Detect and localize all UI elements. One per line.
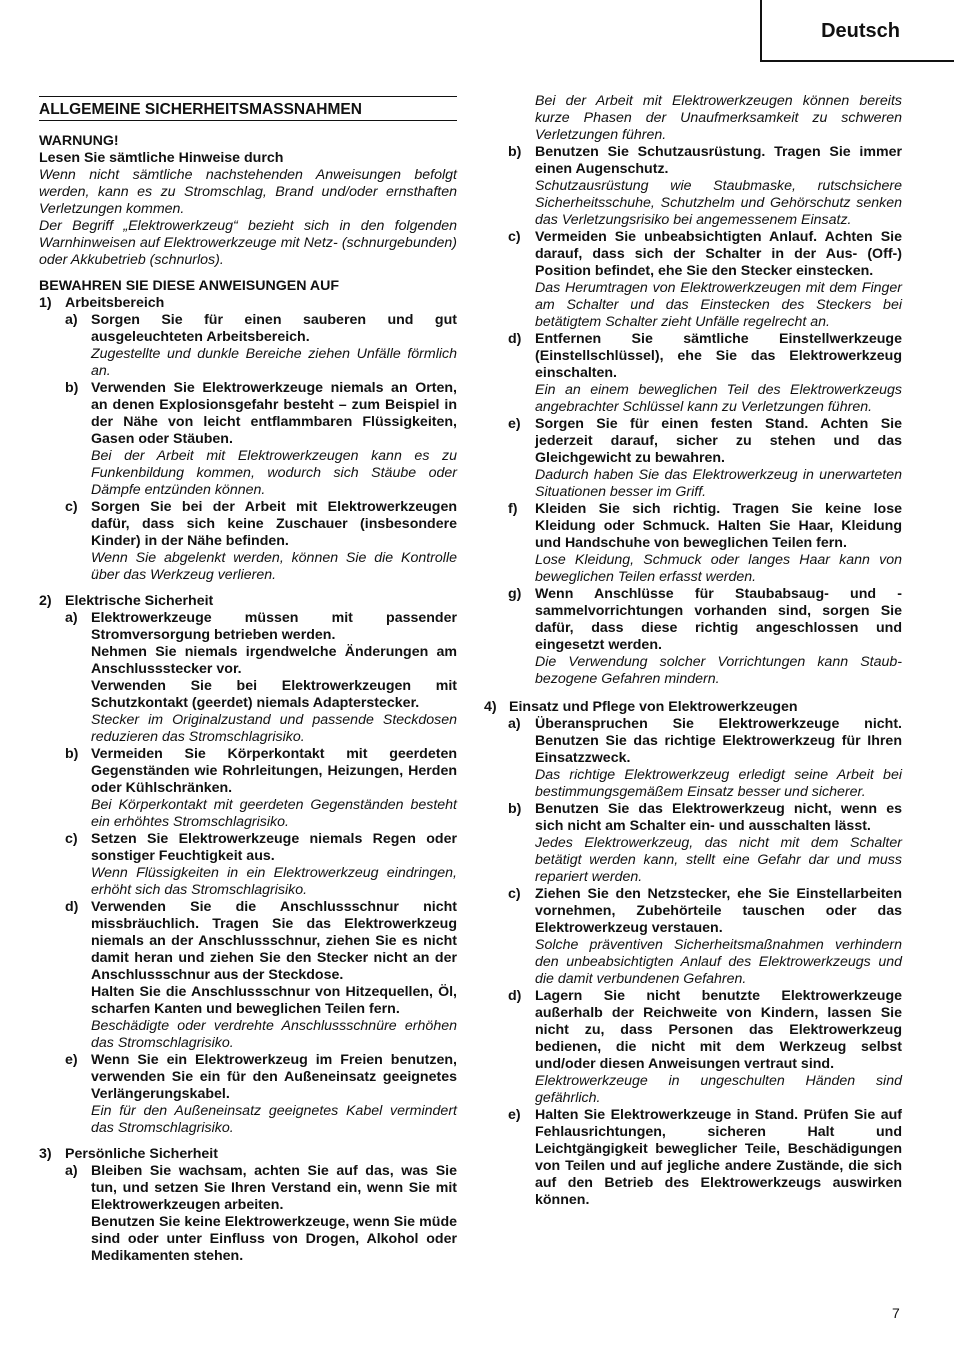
section-heading: 1) Arbeitsbereich [39, 295, 165, 311]
warning-heading: Lesen Sie sämtliche Hinweise durch [39, 150, 284, 166]
list-item: g) Wenn Anschlüsse für Staubabsaug- und -sammelvorrichtungen vorhanden sind, sorgen Sie dafür, dass diese richtig angeschlossen und eingesetzt werden. Die Verwendung solcher Vorrichtungen kann Staub-bezogene Gefahren mindern. [508, 586, 902, 687]
document-title: ALLGEMEINE SICHERHEITSMASSNAHMEN [39, 96, 457, 121]
list-item: f) Kleiden Sie sich richtig. Tragen Sie keine lose Kleidung oder Schmuck. Halten Sie Haar, Kleidung und Handschuhe von beweglichen Teilen fern. Lose Kleidung, Schmuck oder langes Haar kann von beweglichen Teilen erfasst werden. [508, 501, 902, 585]
language-tab [760, 0, 954, 62]
warning-label: WARNUNG! [39, 133, 119, 149]
warning-text: Wenn nicht sämtliche nachstehenden Anweisungen befolgt werden, kann es zu Stromschlag, Brand und/oder ernsthaften Verletzungen kommen. [39, 167, 457, 217]
list-item: a) Überanspruchen Sie Elektrowerkzeuge nicht. Benutzen Sie das richtige Elektrowerkzeug für Ihren Einsatzzweck. Das richtige Elektrowerkzeug erledigt seine Arbeit bei bestimmungsgemäßem Einsatz besser und sicherer. [508, 716, 902, 800]
list-item: c) Ziehen Sie den Netzstecker, ehe Sie Einstellarbeiten vornehmen, Zubehörteile tauschen oder das Elektrowerkzeug verstauen. Solche präventiven Sicherheitsmaßnahmen verhindern den unbeabsichtigten Anlauf des Elektrowerkzeugs und die damit verbundenen Gefahren. [508, 886, 902, 987]
page-number: 7 [892, 1305, 900, 1321]
list-item: b) Benutzen Sie das Elektrowerkzeug nicht, wenn es sich nicht am Schalter ein- und ausschalten lässt. Jedes Elektrowerkzeug, das nicht mit dem Schalter betätigt werden kann, stellt eine Gefahr dar und muss repariert werden. [508, 801, 902, 885]
warning-text: Der Begriff „Elektrowerkzeug“ bezieht sich in den folgenden Warnhinweisen auf Elektrowerkzeuge mit Netz- (schnurgebunden) oder Akkubetrieb (schnurlos). [39, 218, 457, 268]
list-item: e) Wenn Sie ein Elektrowerkzeug im Freien benutzen, verwenden Sie ein für den Außeneinsatz geeignetes Verlängerungskabel. Ein für den Außeneinsatz geeignetes Kabel vermindert das Stromschlagrisiko. [65, 1052, 457, 1136]
list-item-continuation: Bei der Arbeit mit Elektrowerkzeugen können bereits kurze Phasen der Unaufmerksamkeit zu schweren Verletzungen führen. [535, 93, 902, 143]
list-item: c) Sorgen Sie bei der Arbeit mit Elektrowerkzeugen dafür, dass sich keine Zuschauer (insbesondere Kinder) in der Nähe befinden. Wenn Sie abgelenkt werden, können Sie die Kontrolle über das Werkzeug verlieren. [65, 499, 457, 583]
list-item: e) Sorgen Sie für einen festen Stand. Achten Sie jederzeit darauf, sicher zu stehen und das Gleichgewicht zu bewahren. Dadurch haben Sie das Elektrowerkzeug in unerwarteten Situationen besser im Griff. [508, 416, 902, 500]
list-item: b) Verwenden Sie Elektrowerkzeuge niemals an Orten, an denen Explosionsgefahr besteht – zum Beispiel in der Nähe von leicht entflammbaren Flüssigkeiten, Gasen oder Stäuben. Bei der Arbeit mit Elektrowerkzeugen kann es zu Funkenbildung kommen, wodurch sich Stäube oder Dämpfe entzünden können. [65, 380, 457, 498]
list-item: b) Vermeiden Sie Körperkontakt mit geerdeten Gegenständen wie Rohrleitungen, Heizungen, Herden oder Kühlschränken. Bei Körperkontakt mit geerdeten Gegenständen besteht ein erhöhtes Stromschlagrisiko. [65, 746, 457, 830]
list-item: c) Vermeiden Sie unbeabsichtigten Anlauf. Achten Sie darauf, dass sich der Schalter in der Aus- (Off-) Position befindet, ehe Sie den Stecker einstecken. Das Herumtragen von Elektrowerkzeugen mit dem Finger am Schalter und das Einstecken des Steckers bei betätigtem Schalter zieht Unfälle regelrecht an. [508, 229, 902, 330]
list-item: a) Bleiben Sie wachsam, achten Sie auf das, was Sie tun, und setzen Sie Ihren Verstand ein, wenn Sie mit Elektrowerkzeugen arbeiten. Benutzen Sie keine Elektrowerkzeuge, wenn Sie müde sind oder unter Einfluss von Drogen, Alkohol oder Medikamenten stehen. [65, 1163, 457, 1264]
list-item: a) Elektrowerkzeuge müssen mit passender Stromversorgung betrieben werden. Nehmen Sie niemals irgendwelche Änderungen am Anschlussstecker vor. Verwenden Sie bei Elektrowerkzeugen mit Schutzkontakt (geerdet) niemals Adapterstecker. Stecker im Originalzustand und passende Steckdosen reduzieren das Stromschlagrisiko. [65, 610, 457, 745]
list-item: c) Setzen Sie Elektrowerkzeuge niemals Regen oder sonstiger Feuchtigkeit aus. Wenn Flüssigkeiten in ein Elektrowerkzeug eindringen, erhöht sich das Stromschlagrisiko. [65, 831, 457, 898]
list-item: a) Sorgen Sie für einen sauberen und gut ausgeleuchteten Arbeitsbereich. Zugestellte und dunkle Bereiche ziehen Unfälle förmlich an. [65, 312, 457, 379]
list-item: e) Halten Sie Elektrowerkzeuge in Stand. Prüfen Sie auf Fehlausrichtungen, sicheren Halt und Leichtgängigkeit beweglicher Teile, Beschädigungen von Teilen und auf jegliche andere Zustände, die sich auf den Betrieb des Elektrowerkzeugs auswirken können. [508, 1107, 902, 1208]
list-item: d) Lagern Sie nicht benutzte Elektrowerkzeuge außerhalb der Reichweite von Kindern, lassen Sie nicht zu, dass Personen das Elektrowerkzeug bedienen, die nicht mit dem Werkzeug selbst und/oder diesen Anweisungen vertraut sind. Elektrowerkzeuge in ungeschulten Händen sind gefährlich. [508, 988, 902, 1106]
section-heading: 2) Elektrische Sicherheit [39, 593, 214, 609]
language-label: Deutsch [821, 20, 900, 42]
left-column [39, 92, 457, 1265]
list-item: b) Benutzen Sie Schutzausrüstung. Tragen Sie immer einen Augenschutz. Schutzausrüstung wie Staubmaske, rutschsichere Sicherheitsschuhe, Schutzhelm und Gehörschutz senken das Verletzungsrisiko bei angemessenem Einsatz. [508, 144, 902, 228]
keep-instructions: BEWAHREN SIE DIESE ANWEISUNGEN AUF [39, 278, 340, 294]
section-heading: 4) Einsatz und Pflege von Elektrowerkzeugen [484, 699, 798, 715]
list-item: d) Verwenden Sie die Anschlussschnur nicht missbräuchlich. Tragen Sie das Elektrowerkzeug niemals an der Anschlussschnur, ziehen Sie es nicht damit heran und ziehen Sie den Stecker nicht an der Anschlussschnur aus der Steckdose. Halten Sie die Anschlussschnur von Hitzequellen, Öl, scharfen Kanten und beweglichen Teilen fern. Beschädigte oder verdrehte Anschlussschnüre erhöhen das Stromschlagrisiko. [65, 899, 457, 1051]
section-heading: 3) Persönliche Sicherheit [39, 1146, 218, 1162]
list-item: d) Entfernen Sie sämtliche Einstellwerkzeuge (Einstellschlüssel), ehe Sie das Elektrowerkzeug einschalten. Ein an einem beweglichen Teil des Elektrowerkzeugs angebrachter Schlüssel kann zu Verletzungen führen. [508, 331, 902, 415]
right-column [484, 93, 902, 1209]
